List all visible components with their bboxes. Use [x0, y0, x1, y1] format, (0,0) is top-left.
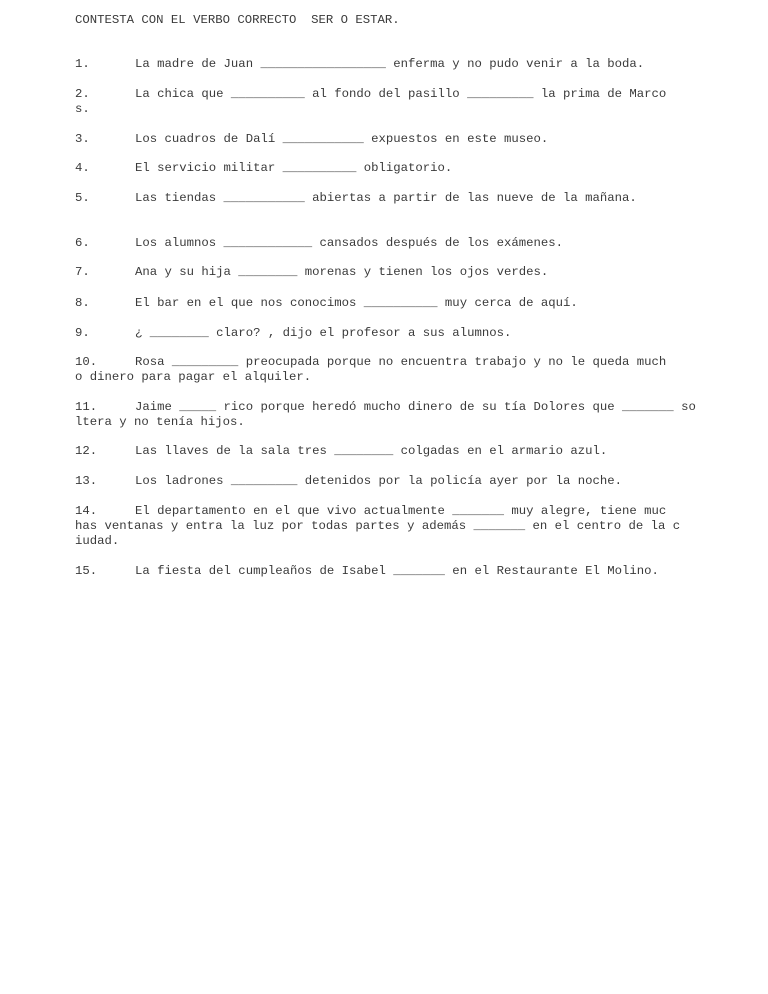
item-number: 14. [75, 504, 98, 518]
item-text-line: has ventanas y entra la luz por todas partes y además _______ en el centro de la c [75, 519, 681, 533]
exercise-item-2 [75, 87, 715, 117]
item-text-line: Ana y su hija ________ morenas y tienen los ojos verdes. [135, 265, 549, 279]
item-number: 6. [75, 236, 90, 250]
exercise-item-5 [75, 191, 715, 206]
item-number: 8. [75, 296, 90, 310]
exercise-item-3 [75, 132, 715, 147]
exercise-item-12 [75, 444, 715, 459]
exercise-item-10 [75, 355, 715, 385]
exercise-item-1 [75, 57, 715, 72]
item-text-line: La madre de Juan _________________ enferma y no pudo venir a la boda. [135, 57, 645, 71]
exercise-item-14 [75, 504, 715, 549]
exercise-item-11 [75, 400, 715, 430]
item-text-line: El bar en el que nos conocimos __________ muy cerca de aquí. [135, 296, 578, 310]
item-text-line: o dinero para pagar el alquiler. [75, 370, 312, 384]
worksheet-title: CONTESTA CON EL VERBO CORRECTO SER O ESTAR. [75, 13, 400, 27]
item-text-line: iudad. [75, 534, 120, 548]
exercise-item-6 [75, 236, 715, 251]
exercise-item-8 [75, 296, 715, 311]
item-text-line: La chica que __________ al fondo del pasillo _________ la prima de Marco [135, 87, 667, 101]
item-number: 15. [75, 564, 98, 578]
exercise-item-13 [75, 474, 715, 489]
item-text-line: Los alumnos ____________ cansados después de los exámenes. [135, 236, 564, 250]
item-number: 9. [75, 326, 90, 340]
item-number: 10. [75, 355, 98, 369]
item-number: 12. [75, 444, 98, 458]
item-text-line: Las llaves de la sala tres ________ colgadas en el armario azul. [135, 444, 608, 458]
item-text-line: El departamento en el que vivo actualmente _______ muy alegre, tiene muc [135, 504, 667, 518]
item-text-line: Rosa _________ preocupada porque no encuentra trabajo y no le queda much [135, 355, 667, 369]
item-text-line: Las tiendas ___________ abiertas a partir de las nueve de la mañana. [135, 191, 637, 205]
item-number: 13. [75, 474, 98, 488]
item-number: 2. [75, 87, 90, 101]
item-number: 7. [75, 265, 90, 279]
item-number: 1. [75, 57, 90, 71]
item-text-line: ¿ ________ claro? , dijo el profesor a sus alumnos. [135, 326, 512, 340]
item-number: 3. [75, 132, 90, 146]
exercise-item-4 [75, 161, 715, 176]
item-text-line: Los ladrones _________ detenidos por la policía ayer por la noche. [135, 474, 623, 488]
item-number: 5. [75, 191, 90, 205]
item-number: 11. [75, 400, 98, 414]
item-text-line: El servicio militar __________ obligatorio. [135, 161, 453, 175]
item-text-line: s. [75, 102, 90, 116]
item-text-line: Jaime _____ rico porque heredó mucho dinero de su tía Dolores que _______ so [135, 400, 696, 414]
item-text-line: ltera y no tenía hijos. [75, 415, 245, 429]
exercise-item-7 [75, 265, 715, 280]
exercise-item-15 [75, 564, 715, 579]
item-number: 4. [75, 161, 90, 175]
item-text-line: Los cuadros de Dalí ___________ expuestos en este museo. [135, 132, 549, 146]
item-text-line: La fiesta del cumpleaños de Isabel _______ en el Restaurante El Molino. [135, 564, 659, 578]
exercise-item-9 [75, 326, 715, 341]
